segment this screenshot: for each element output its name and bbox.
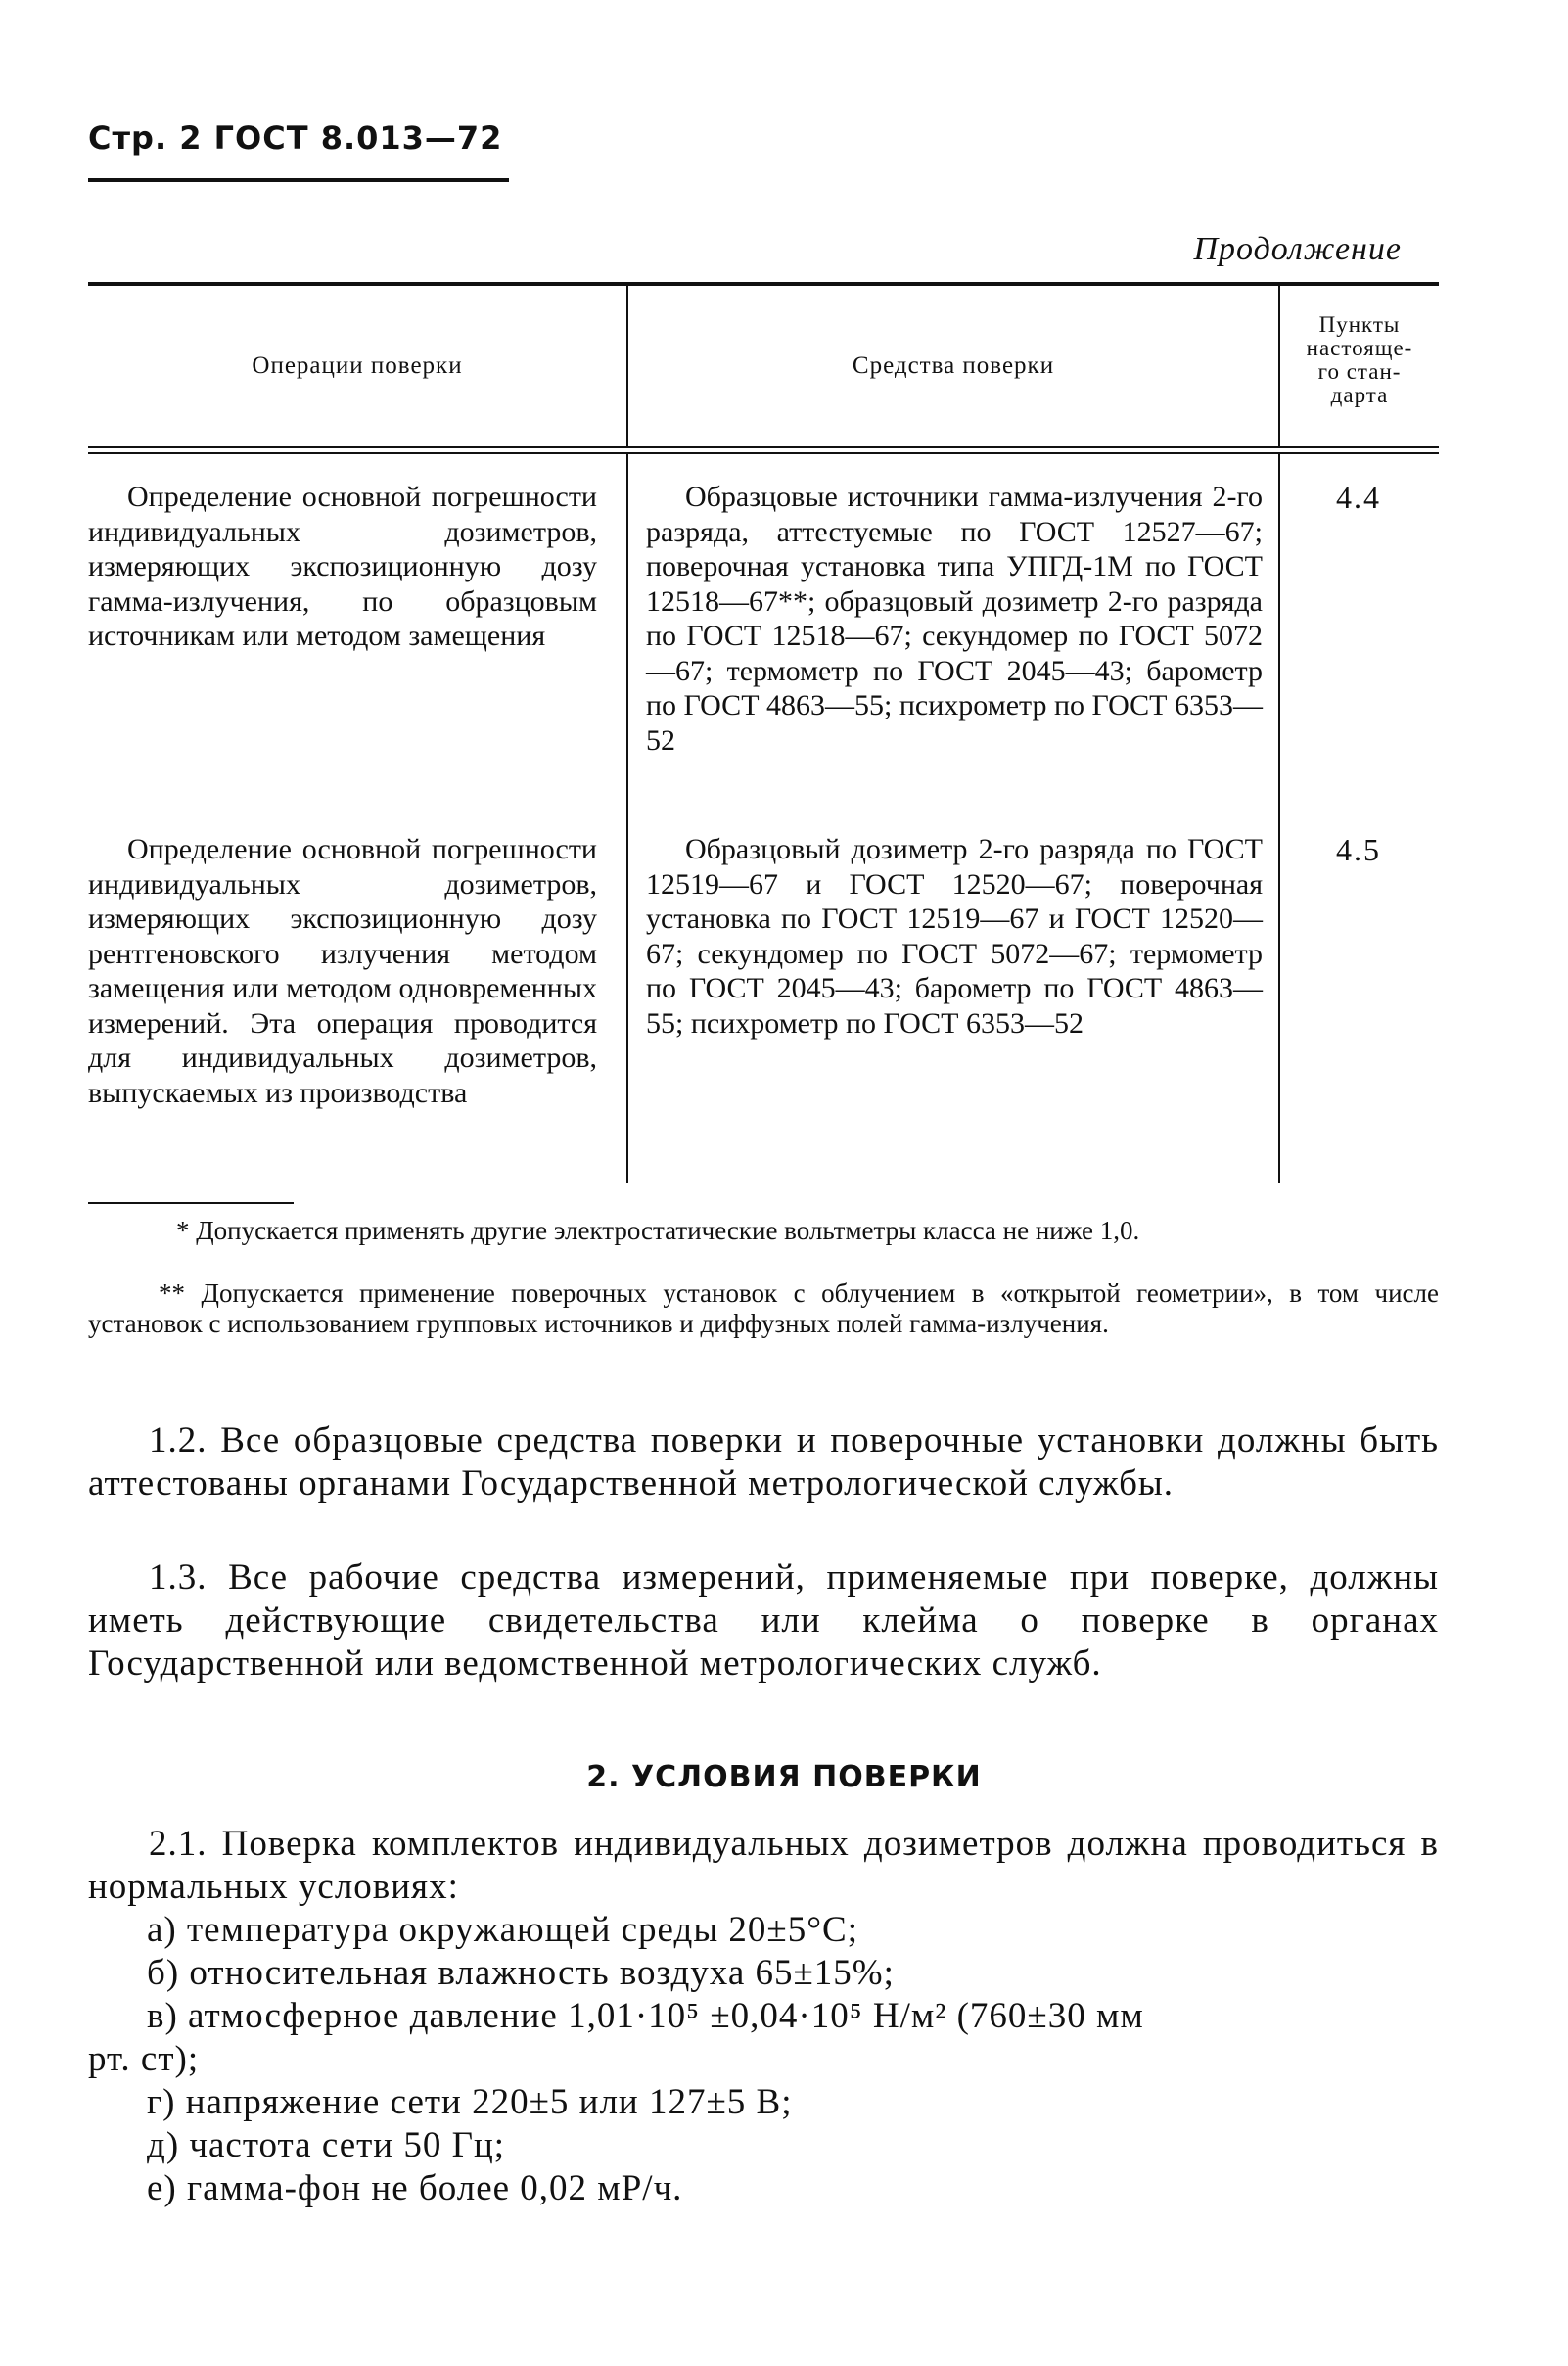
paragraph-2-1: 2.1. Поверка комплектов индивидуальных дозиметров должна проводиться в нормальных условиях: xyxy=(88,1824,1439,1907)
row2-clause: 4.5 xyxy=(1336,832,1381,867)
paragraph-1-2: 1.2. Все образцовые средства поверки и поверочные установки должны быть аттестованы органами Государственной метрологической службы. xyxy=(88,1420,1439,1504)
continuation-label: Продолжение xyxy=(1193,231,1402,267)
paragraph-1-3: 1.3. Все рабочие средства измерений, применяемые при поверке, должны иметь действующие свидетельства или клейма о поверке в органах Государственной или ведомственной метрологических служб. xyxy=(88,1557,1439,1684)
condition-item: д) частота сети 50 Гц; xyxy=(147,2125,506,2165)
header-bottom-rule-2 xyxy=(88,452,1439,454)
header-clauses-line: настояще- xyxy=(1306,336,1413,360)
body-divider-2 xyxy=(1278,454,1280,1183)
condition-item: г) напряжение сети 220±5 или 127±5 В; xyxy=(147,2082,793,2122)
condition-item: е) гамма-фон не более 0,02 мР/ч. xyxy=(147,2168,683,2208)
condition-item: б) относительная влажность воздуха 65±15%; xyxy=(147,1953,895,1993)
header-operations: Операции поверки xyxy=(252,352,463,379)
condition-item-continuation: рт. ст); xyxy=(88,2039,200,2079)
header-clauses-line: го стан- xyxy=(1317,359,1402,384)
row1-clause: 4.4 xyxy=(1336,480,1381,515)
section-title: 2. УСЛОВИЯ ПОВЕРКИ xyxy=(586,1760,982,1794)
row2-operation: Определение основной погрешности индивидуальных дозиметров, измеряющих экспозиционную дозу рентгеновского излучения методом замещения или методом одновременных измерений. Эта операция проводится для индивидуальных дозиметров, выпускаемых из производства xyxy=(88,833,597,1109)
row1-means: Образцовые источники гамма-излучения 2-го разряда, аттестуемые по ГОСТ 12527—67; поверочная установка типа УПГД-1М по ГОСТ 12518—67**; образцовый дозиметр 2-го разряда по ГОСТ 12518—67; секундомер по ГОСТ 5072—67; термометр по ГОСТ 2045—43; барометр по ГОСТ 4863—55; психрометр по ГОСТ 6353—52 xyxy=(646,481,1263,757)
header-clauses-line: дарта xyxy=(1330,383,1389,407)
condition-item: а) температура окружающей среды 20±5°С; xyxy=(147,1910,858,1950)
body-divider-1 xyxy=(626,454,628,1183)
header-clauses xyxy=(1280,313,1439,407)
page-header: Стр. 2 ГОСТ 8.013—72 xyxy=(88,119,503,157)
header-rule xyxy=(88,178,509,182)
table-top-rule xyxy=(88,282,1439,286)
header-bottom-rule xyxy=(88,446,1439,448)
header-clauses-line: Пункты xyxy=(1318,312,1401,337)
footnote-rule xyxy=(88,1202,294,1204)
footnote-1: * Допускается применять другие электростатические вольтметры класса не ниже 1,0. xyxy=(176,1216,1140,1245)
footnote-2: ** Допускается применение поверочных установок с облучением в «открытой геометрии», в том числе установок с использованием групповых источников и диффузных полей гамма-излучения. xyxy=(88,1278,1439,1338)
row1-operation: Определение основной погрешности индивидуальных дозиметров, измеряющих экспозиционную дозу гамма-излучения, по образцовым источникам или методом замещения xyxy=(88,481,597,652)
condition-item: в) атмосферное давление 1,01·10⁵ ±0,04·10⁵ Н/м² (760±30 мм xyxy=(147,1996,1144,2036)
header-means: Средства поверки xyxy=(852,352,1055,379)
row2-means: Образцовый дозиметр 2-го разряда по ГОСТ 12519—67 и ГОСТ 12520—67; поверочная установка по ГОСТ 12519—67 и ГОСТ 12520—67; секундомер по ГОСТ 5072—67; термометр по ГОСТ 2045—43; барометр по ГОСТ 4863—55; психрометр по ГОСТ 6353—52 xyxy=(646,833,1263,1040)
